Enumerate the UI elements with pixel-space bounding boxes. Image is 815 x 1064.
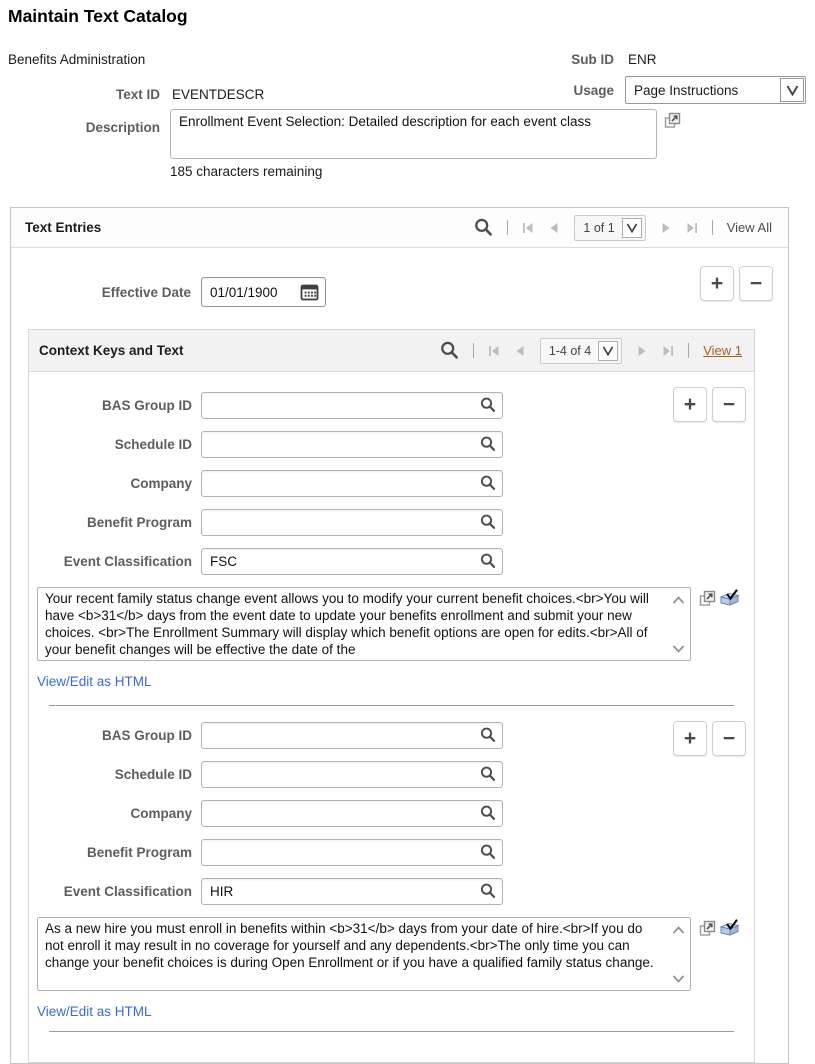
text-entries-pager <box>474 215 772 241</box>
pager-divider <box>507 220 508 235</box>
previous-row-icon[interactable] <box>514 345 526 357</box>
context-record <box>29 706 754 1032</box>
schedule-id-label: Schedule ID <box>114 767 192 782</box>
lookup-field <box>201 722 503 749</box>
field-row <box>29 800 754 827</box>
lookup-field <box>201 839 503 866</box>
chevron-down-icon[interactable] <box>622 218 642 238</box>
lookup-field <box>201 392 503 419</box>
text-area-icons <box>698 587 740 664</box>
lookup-icon[interactable] <box>480 727 496 743</box>
calendar-icon[interactable] <box>300 283 319 301</box>
benefit-program-input[interactable] <box>201 509 503 536</box>
field-row <box>29 509 754 536</box>
view-edit-html-link[interactable]: View/Edit as HTML <box>37 1004 152 1019</box>
lookup-icon[interactable] <box>480 805 496 821</box>
effective-date-label: Effective Date <box>101 284 191 300</box>
field-row <box>29 548 754 575</box>
lookup-icon[interactable] <box>480 436 496 452</box>
previous-row-icon[interactable] <box>548 222 560 234</box>
row-action-buttons <box>700 266 773 301</box>
company-label: Company <box>130 476 192 491</box>
view-1-link[interactable]: View 1 <box>703 343 742 358</box>
field-row <box>29 470 754 497</box>
company-label: Company <box>130 806 192 821</box>
event-classification-input[interactable] <box>201 548 503 575</box>
usage-selected-value: Page Instructions <box>634 82 739 98</box>
lookup-icon[interactable] <box>480 844 496 860</box>
schedule-id-input[interactable] <box>201 431 503 458</box>
company-input[interactable] <box>201 800 503 827</box>
field-row <box>29 431 754 458</box>
text-entries-header <box>11 208 788 248</box>
scroll-down-icon[interactable] <box>672 645 685 653</box>
sub-id-label: Sub ID <box>571 52 614 67</box>
header-form <box>0 30 815 207</box>
first-row-icon[interactable] <box>488 345 500 357</box>
field-row <box>29 878 754 905</box>
last-row-icon[interactable] <box>686 222 698 234</box>
bas-group-id-label: BAS Group ID <box>102 728 192 743</box>
text-area-icons <box>698 917 740 994</box>
effective-date-input[interactable] <box>202 285 288 300</box>
scroll-down-icon[interactable] <box>672 975 685 983</box>
text-id-value: EVENTDESCR <box>172 87 265 102</box>
spellcheck-icon[interactable] <box>719 589 740 608</box>
context-keys-pager <box>440 338 742 364</box>
expand-icon[interactable] <box>698 919 717 938</box>
component-label: Benefits Administration <box>8 52 146 67</box>
text-area-wrap <box>37 587 691 664</box>
next-row-icon[interactable] <box>660 222 672 234</box>
pager-divider <box>712 220 713 235</box>
pager-divider <box>473 343 474 358</box>
add-row-button[interactable]: + <box>673 387 707 422</box>
lookup-field <box>201 470 503 497</box>
page-title: Maintain Text Catalog <box>8 6 188 26</box>
company-input[interactable] <box>201 470 503 497</box>
row-action-buttons <box>673 387 746 422</box>
text-area-row <box>37 587 754 664</box>
text-entries-title: Text Entries <box>25 220 102 235</box>
lookup-icon[interactable] <box>480 475 496 491</box>
text-id-label: Text ID <box>115 87 160 102</box>
effective-date-row <box>11 248 788 307</box>
bas-group-id-input[interactable] <box>201 722 503 749</box>
lookup-icon[interactable] <box>480 514 496 530</box>
lookup-field <box>201 509 503 536</box>
catalog-text-input[interactable] <box>37 587 691 661</box>
text-entries-groupbox <box>10 207 789 1064</box>
lookup-icon[interactable] <box>480 553 496 569</box>
event-classification-label: Event Classification <box>63 884 192 899</box>
row-counter[interactable] <box>540 338 622 364</box>
view-all-link[interactable]: View All <box>726 220 772 235</box>
scroll-up-icon[interactable] <box>672 596 685 604</box>
row-action-buttons <box>673 721 746 756</box>
bas-group-id-input[interactable] <box>201 392 503 419</box>
usage-label: Usage <box>573 83 614 98</box>
add-row-button[interactable]: + <box>673 721 707 756</box>
text-area-wrap <box>37 917 691 994</box>
lookup-icon[interactable] <box>480 397 496 413</box>
scroll-up-icon[interactable] <box>672 926 685 934</box>
lookup-field <box>201 800 503 827</box>
bas-group-id-label: BAS Group ID <box>102 398 192 413</box>
find-icon[interactable] <box>474 218 493 237</box>
description-input[interactable] <box>170 109 657 159</box>
lookup-field <box>201 548 503 575</box>
chevron-down-icon[interactable] <box>780 78 804 102</box>
delete-row-button[interactable]: − <box>712 721 746 756</box>
event-classification-input[interactable] <box>201 878 503 905</box>
spellcheck-icon[interactable] <box>719 919 740 938</box>
chevron-down-icon[interactable] <box>598 341 618 361</box>
event-classification-label: Event Classification <box>63 554 192 569</box>
row-counter[interactable] <box>574 215 645 241</box>
context-keys-title: Context Keys and Text <box>39 343 184 358</box>
schedule-id-label: Schedule ID <box>114 437 192 452</box>
field-row <box>29 839 754 866</box>
usage-select[interactable] <box>625 76 806 104</box>
field-row <box>29 761 754 788</box>
lookup-icon[interactable] <box>480 766 496 782</box>
benefit-program-label: Benefit Program <box>86 845 192 860</box>
description-label: Description <box>85 120 160 135</box>
next-row-icon[interactable] <box>636 345 648 357</box>
last-row-icon[interactable] <box>662 345 674 357</box>
expand-icon[interactable] <box>663 111 682 133</box>
first-row-icon[interactable] <box>522 222 534 234</box>
field-row <box>29 392 754 419</box>
lookup-field <box>201 761 503 788</box>
schedule-id-input[interactable] <box>201 761 503 788</box>
context-keys-header <box>29 330 754 372</box>
delete-row-button[interactable]: − <box>712 387 746 422</box>
find-icon[interactable] <box>440 341 459 360</box>
benefit-program-label: Benefit Program <box>86 515 192 530</box>
text-area-row <box>37 917 754 994</box>
row-count-label: 1 of 1 <box>583 220 615 235</box>
lookup-icon[interactable] <box>480 883 496 899</box>
field-row <box>29 722 754 749</box>
sub-id-value: ENR <box>628 52 657 67</box>
text-entries-body <box>11 248 788 1063</box>
add-row-button[interactable]: + <box>700 266 734 301</box>
characters-remaining: 185 characters remaining <box>170 164 323 179</box>
effective-date-field <box>201 277 326 307</box>
row-count-label: 1-4 of 4 <box>548 343 592 358</box>
benefit-program-input[interactable] <box>201 839 503 866</box>
lookup-field <box>201 431 503 458</box>
expand-icon[interactable] <box>698 589 717 608</box>
view-edit-html-link[interactable]: View/Edit as HTML <box>37 674 152 689</box>
context-keys-groupbox <box>28 329 755 1063</box>
pager-divider <box>688 343 689 358</box>
context-record <box>29 372 754 706</box>
catalog-text-input[interactable] <box>37 917 691 991</box>
delete-row-button[interactable]: − <box>739 266 773 301</box>
lookup-field <box>201 878 503 905</box>
